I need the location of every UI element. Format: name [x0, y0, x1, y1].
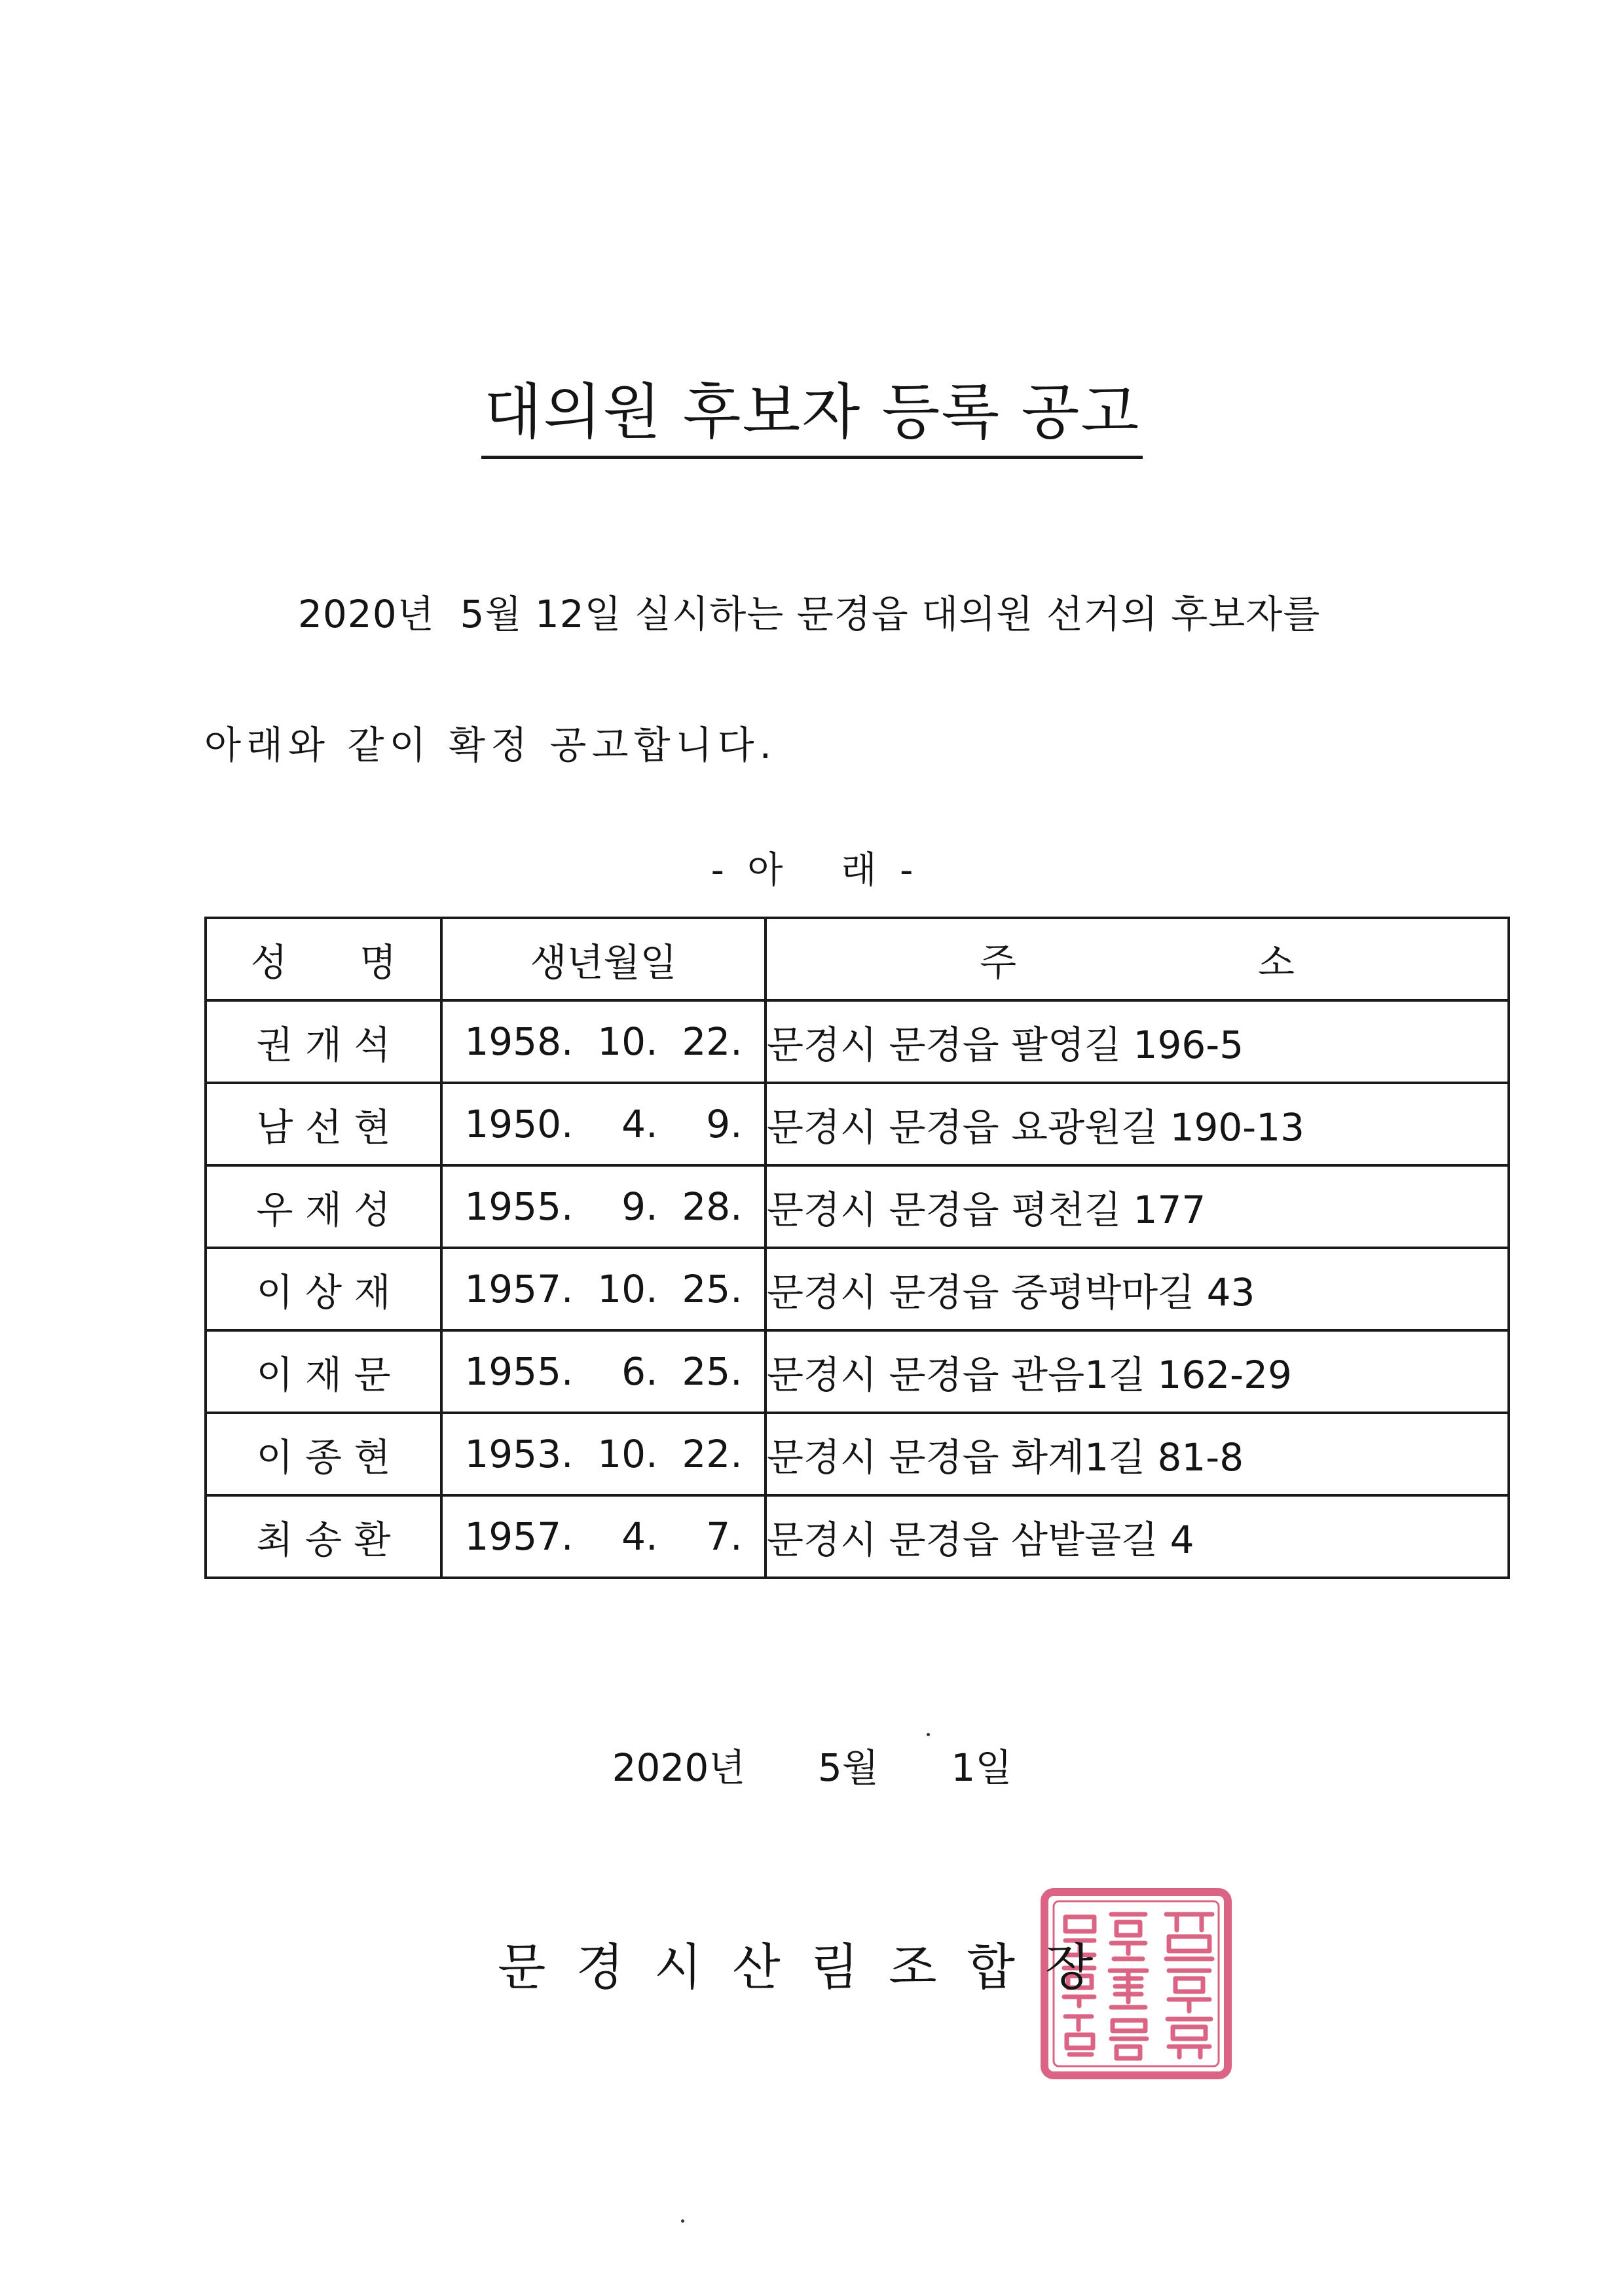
- candidate-name: 권 개 석: [206, 1000, 441, 1083]
- table-row: [206, 1330, 1509, 1413]
- scan-speck: [927, 1733, 930, 1736]
- candidate-name: 최 송 환: [206, 1495, 441, 1578]
- table-row: [206, 1165, 1509, 1248]
- candidate-address: 문경시 문경읍 화계1길 81-8: [766, 1413, 1509, 1495]
- table-row: [206, 1083, 1509, 1165]
- scan-speck: [681, 2219, 684, 2223]
- table-row: [206, 1000, 1509, 1083]
- document-title-text: 대의원 후보자 등록 공고: [481, 373, 1143, 459]
- candidate-name: 남 선 현: [206, 1083, 441, 1165]
- candidate-name: 우 재 성: [206, 1165, 441, 1248]
- header-address: 주 소: [766, 918, 1509, 1000]
- candidate-birthdate: 1957. 10. 25.: [441, 1248, 766, 1330]
- candidate-birthdate: 1955. 6. 25.: [441, 1330, 766, 1413]
- header-name: 성 명: [206, 918, 441, 1000]
- section-heading: - 아 래 -: [710, 849, 913, 892]
- candidate-address: 문경시 문경읍 팔영길 196-5: [766, 1000, 1509, 1083]
- candidate-table: [204, 917, 1510, 1579]
- candidate-address: 문경시 문경읍 평천길 177: [766, 1165, 1509, 1248]
- candidate-name: 이 재 문: [206, 1330, 441, 1413]
- candidate-birthdate: 1958. 10. 22.: [441, 1000, 766, 1083]
- header-birthdate: 생년월일: [441, 918, 766, 1000]
- table-row: [206, 1413, 1509, 1495]
- candidate-address: 문경시 문경읍 요광원길 190-13: [766, 1083, 1509, 1165]
- table-row: [206, 1495, 1509, 1578]
- notice-date: 2020년 5월 1일: [612, 1745, 1012, 1790]
- candidate-birthdate: 1955. 9. 28.: [441, 1165, 766, 1248]
- candidate-address: 문경시 문경읍 삼밭골길 4: [766, 1495, 1509, 1578]
- candidate-name: 이 상 재: [206, 1248, 441, 1330]
- intro-line-2: 아래와 같이 확정 공고합니다.: [204, 723, 777, 767]
- candidate-address: 문경시 문경읍 관음1길 162-29: [766, 1330, 1509, 1413]
- intro-line-1: 2020년 5월 12일 실시하는 문경읍 대의원 선거의 후보자를: [298, 592, 1321, 636]
- candidate-birthdate: 1950. 4. 9.: [441, 1083, 766, 1165]
- candidate-name: 이 종 현: [206, 1413, 441, 1495]
- table-header-row: [206, 918, 1509, 1000]
- candidate-birthdate: 1953. 10. 22.: [441, 1413, 766, 1495]
- candidate-birthdate: 1957. 4. 7.: [441, 1495, 766, 1578]
- candidate-address: 문경시 문경읍 중평박마길 43: [766, 1248, 1509, 1330]
- document-title: [0, 373, 1624, 459]
- issuer-name: 문경시산림조합장: [498, 1938, 1124, 1996]
- table-row: [206, 1248, 1509, 1330]
